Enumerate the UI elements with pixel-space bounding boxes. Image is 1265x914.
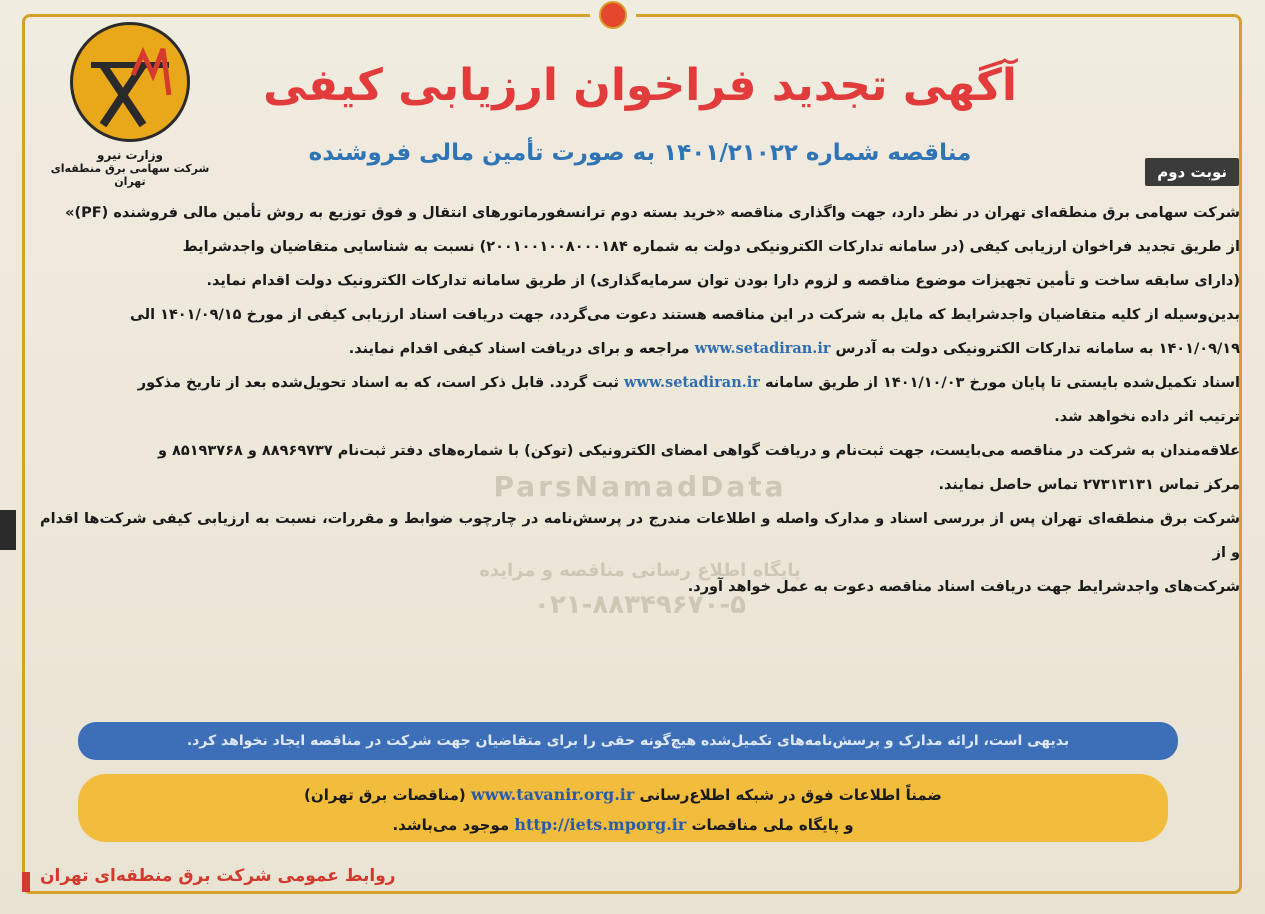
top-ornament: [590, 0, 636, 30]
info-line-1: [78, 780, 1168, 810]
iets-link[interactable]: http://iets.mporg.ir: [514, 815, 687, 834]
info-line-2-text-a: و پایگاه ملی مناقصات: [686, 816, 854, 834]
info-line-1-text-a: ضمناً اطلاعات فوق در شبکه اطلاع‌رسانی: [634, 786, 942, 804]
paragraph-6-text-a: اسناد تکمیل‌شده بایستی تا پایان مورخ ۱۴۰۱/۱۰/۰۳ از طریق سامانه: [759, 375, 1240, 391]
watermark-line: پایگاه اطلاع رسانی مناقصه و مزایده: [479, 560, 801, 581]
paragraph-8: علاقه‌مندان به شرکت در مناقصه می‌بایست، جهت ثبت‌نام و دریافت گواهی امضای الکترونیکی (توکن) با شماره‌های دفتر ثبت‌نام ۸۸۹۶۹۷۳۷ و ۸۵۱۹۳۷۶۸ و: [157, 443, 1240, 459]
paragraph-5-text-a: ۱۴۰۱/۰۹/۱۹ به سامانه تدارکات الکترونیکی دولت به آدرس: [830, 341, 1240, 357]
paragraph-5: [40, 332, 1240, 366]
side-tab: [0, 510, 16, 550]
paragraph-6-text-b: ثبت گردد. قابل ذکر است، که به اسناد تحویل‌شده بعد از تاریخ مذکور: [137, 375, 624, 391]
paragraph-3: (دارای سابقه ساخت و تأمین تجهیزات موضوع مناقصه و لزوم دارا بودن توان سرمایه‌گذاری) از طریق سامانه تدارکات الکترونیک دولت اقدام نماید.: [206, 273, 1240, 289]
paragraph-10: شرکت برق منطقه‌ای تهران پس از بررسی اسناد و مدارک واصله و اطلاعات مندرج در پرسش‌نامه در چارچوب ضوابط و مقررات، نسبت به ارزیابی کیفی شرکت‌ها اقدام و از: [40, 511, 1240, 561]
paragraph-11: شرکت‌های واجدشرایط جهت دریافت اسناد مناقصه دعوت به عمل خواهد آورد.: [687, 579, 1240, 595]
tavanir-link[interactable]: www.tavanir.org.ir: [470, 785, 635, 804]
paragraph-9: مرکز تماس ۲۷۳۱۳۱۳۱ تماس حاصل نمایند.: [938, 477, 1240, 493]
info-line-2-text-b: موجود می‌باشد.: [392, 816, 515, 834]
paragraph-6: [40, 366, 1240, 400]
company-name: شرکت سهامی برق منطقه‌ای تهران: [50, 162, 210, 188]
paragraph-1-text: در نظر دارد، جهت واگذاری مناقصه «خرید بسته دوم ترانسفورماتورهای انتقال و فوق توزیع به روش تأمین مالی فروشنده (PF)»: [65, 205, 985, 221]
info-box: [78, 774, 1168, 842]
public-relations-signature: روابط عمومی شرکت برق منطقه‌ای تهران: [40, 866, 396, 886]
round-badge: نوبت دوم: [1145, 158, 1239, 186]
company-logo-block: [40, 22, 220, 188]
disclaimer-banner: بدیهی است، ارائه مدارک و پرسش‌نامه‌های تکمیل‌شده هیچ‌گونه حقی را برای متقاضیان جهت شرکت در مناقصه ایجاد نخواهد کرد.: [78, 722, 1178, 760]
watermark-brand: ParsNamadData: [493, 470, 787, 503]
ministry-name: وزارت نیرو: [97, 148, 163, 162]
company-highlight: شرکت سهامی برق منطقه‌ای تهران: [984, 205, 1240, 221]
paragraph-1: [40, 196, 1240, 230]
page-subtitle: مناقصه شماره ۱۴۰۱/۲۱۰۲۲ به صورت تأمین مالی فروشنده: [308, 140, 972, 166]
watermark-phone: ۰۲۱-۸۸۳۴۹۶۷۰-۵: [533, 590, 746, 620]
ornament-dot-icon: [599, 1, 627, 29]
setadiran-link[interactable]: www.setadiran.ir: [694, 340, 831, 357]
advertisement-body: [40, 196, 1240, 604]
paragraph-2: از طریق تجدید فراخوان ارزیابی کیفی (در سامانه تدارکات الکترونیکی دولت به شماره ۲۰۰۱۰۰۱۰۰۸۰۰۰۱۸۴) نسبت به شناسایی متقاضیان واجدشرایط: [182, 239, 1240, 255]
footer-accent-bar: [22, 872, 30, 892]
paragraph-4: بدین‌وسیله از کلیه متقاضیان واجدشرایط که مایل به شرکت در این مناقصه هستند دعوت می‌گردد، جهت دریافت اسناد ارزیابی کیفی از مورخ ۱۴۰۱/۰۹/۱۵ الی: [129, 307, 1240, 323]
page-title: آگهی تجدید فراخوان ارزیابی کیفی: [263, 60, 1017, 111]
info-line-2: [78, 810, 1168, 840]
tehran-electric-logo-icon: [70, 22, 190, 142]
paragraph-7: ترتیب اثر داده نخواهد شد.: [1054, 409, 1240, 425]
paragraph-5-text-b: مراجعه و برای دریافت اسناد کیفی اقدام نمایند.: [348, 341, 695, 357]
setadiran-link-2[interactable]: www.setadiran.ir: [624, 374, 760, 391]
info-line-1-text-b: (مناقصات برق تهران): [304, 786, 471, 804]
